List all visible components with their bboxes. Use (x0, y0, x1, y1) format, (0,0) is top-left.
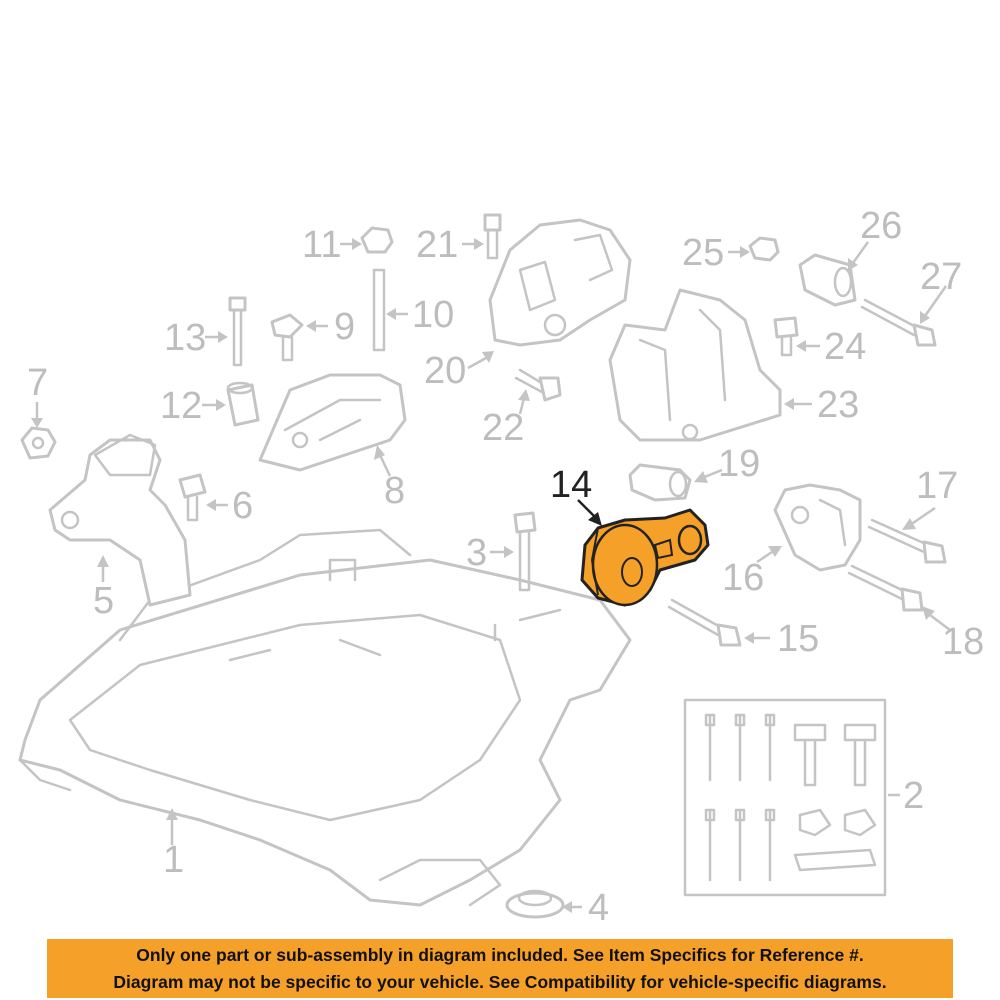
hardware-kit-part-2 (685, 700, 885, 895)
bolt-part-18 (849, 566, 922, 610)
callout-21: 21 (416, 224, 459, 266)
callout-12: 12 (160, 385, 203, 427)
engine-mount-part-5 (50, 435, 190, 605)
callout-4: 4 (588, 887, 610, 929)
bolt-part-6 (180, 475, 205, 520)
bolt-part-13 (230, 298, 245, 365)
callout-8: 8 (384, 470, 406, 512)
callout-1: 1 (163, 839, 185, 881)
stud-part-10 (374, 270, 384, 350)
disclaimer-line-2: Diagram may not be specific to your vehicle. See Compatibility for vehicle-specific diagrams. (113, 972, 887, 992)
callout-6: 6 (232, 485, 254, 527)
callout-16: 16 (722, 557, 765, 599)
callout-14: 14 (550, 464, 593, 506)
callout-27: 27 (920, 256, 963, 298)
callout-26: 26 (860, 205, 903, 247)
callout-25: 25 (682, 232, 725, 274)
callout-19: 19 (718, 443, 761, 485)
callout-5: 5 (93, 580, 115, 622)
callout-11: 11 (302, 224, 342, 266)
disclaimer-banner (47, 939, 953, 998)
nut-part-7 (22, 428, 55, 458)
callout-2: 2 (903, 775, 925, 817)
callout-18: 18 (942, 621, 985, 663)
bracket-part-16 (775, 485, 860, 570)
callout-7: 7 (27, 362, 49, 404)
callout-9: 9 (334, 306, 356, 348)
callout-23: 23 (817, 384, 860, 426)
disclaimer-line-1: Only one part or sub-assembly in diagram included. See Item Specifics for Reference #. (136, 945, 864, 965)
mount-part-20 (490, 220, 630, 345)
callout-24: 24 (824, 326, 867, 368)
callout-20: 20 (424, 350, 467, 392)
callout-3: 3 (466, 532, 488, 574)
bolt-part-9 (272, 315, 302, 360)
callout-22: 22 (482, 407, 525, 449)
grommet-part-4 (507, 891, 563, 917)
callout-17: 17 (916, 465, 959, 507)
bushing-part-19 (630, 465, 690, 500)
callout-10: 10 (412, 294, 455, 336)
bushing-part-12 (228, 383, 258, 425)
bolt-part-21 (485, 215, 500, 258)
bushing-part-26 (800, 255, 855, 305)
callout-15: 15 (777, 618, 820, 660)
bracket-part-23 (610, 290, 780, 440)
callout-13: 13 (164, 317, 207, 359)
nut-part-11 (362, 228, 392, 252)
nut-part-25 (750, 238, 778, 260)
bolt-part-24 (775, 318, 797, 355)
bolt-part-15 (669, 600, 740, 645)
bolt-part-27 (862, 300, 935, 345)
